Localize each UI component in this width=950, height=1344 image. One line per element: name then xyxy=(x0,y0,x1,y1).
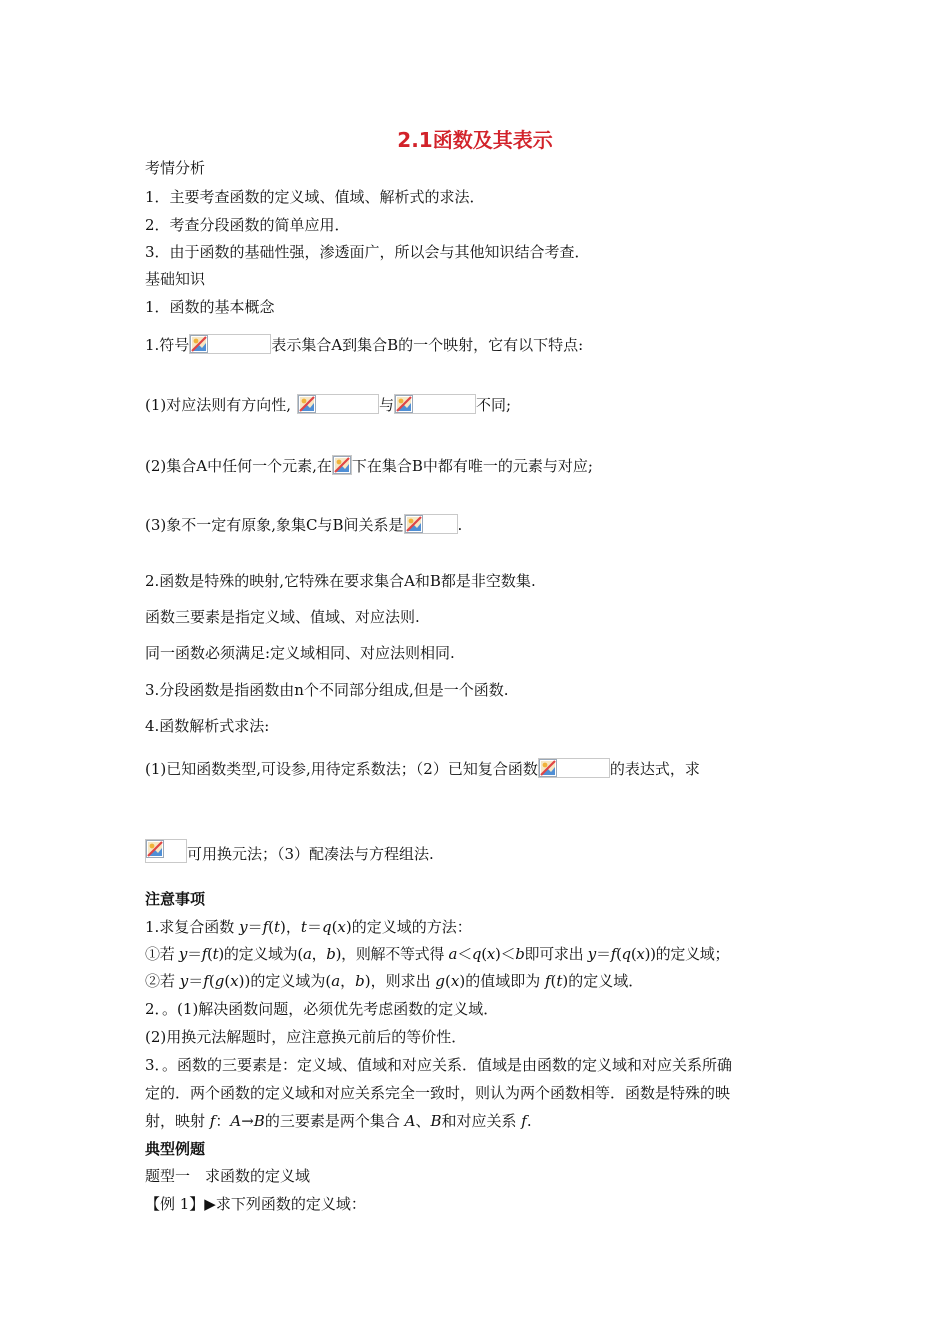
paragraph xyxy=(145,455,593,476)
paragraph: 2.函数是特殊的映射,它特殊在要求集合A和B都是非空数集. xyxy=(145,572,536,590)
math-var: b xyxy=(326,945,336,963)
math-var: a xyxy=(448,945,458,963)
text: 和对应关系 xyxy=(441,1112,522,1130)
math-var: x xyxy=(230,972,239,990)
text: )的值域即为 xyxy=(459,972,545,990)
math-var: t xyxy=(300,918,307,936)
math-var: x xyxy=(450,972,460,990)
math-var: y xyxy=(239,918,248,936)
text: ②若 xyxy=(145,972,180,990)
math-var: q xyxy=(621,945,631,963)
text: ( xyxy=(550,972,557,990)
math-var: g xyxy=(214,972,225,990)
math-var: y xyxy=(178,945,188,963)
text: ))的定义域为( xyxy=(238,972,332,990)
text: ( xyxy=(207,945,213,963)
text: ＝ xyxy=(306,918,322,936)
text: ( xyxy=(615,945,622,963)
math-var: A xyxy=(404,1112,416,1130)
text: 的三要素是两个集合 xyxy=(264,1112,405,1130)
paragraph: 4.函数解析式求法: xyxy=(145,717,270,735)
text: ， xyxy=(340,972,356,990)
math-var: b xyxy=(515,945,525,963)
text: ( xyxy=(224,972,231,990)
paragraph xyxy=(145,917,472,937)
text: 不同; xyxy=(476,396,512,414)
paragraph: 函数三要素是指定义域、值域、对应法则. xyxy=(145,608,420,626)
paragraph xyxy=(145,758,700,779)
math-var: t xyxy=(274,918,281,936)
text: 即可求出 xyxy=(524,945,588,963)
paragraph: 同一函数必须满足:定义域相同、对应法则相同. xyxy=(145,644,455,662)
text: 与 xyxy=(379,396,395,414)
page-title: 2.1函数及其表示 xyxy=(397,128,553,152)
broken-image-icon xyxy=(395,395,413,413)
text: ＝ xyxy=(595,945,611,963)
text: )的定义域为( xyxy=(218,945,303,963)
text: (1)对应法则有方向性, xyxy=(145,396,292,414)
paragraph xyxy=(145,944,729,964)
math-var: f xyxy=(544,972,551,990)
broken-image-icon xyxy=(190,335,208,353)
math-var: x xyxy=(636,945,645,963)
math-var: f xyxy=(201,945,208,963)
text: . xyxy=(526,1112,532,1130)
text: ( xyxy=(268,918,275,936)
arrow: → xyxy=(241,1112,254,1130)
paragraph xyxy=(145,1111,532,1131)
text: )＜ xyxy=(494,945,516,963)
text: ( xyxy=(331,918,338,936)
paragraph: (2)用换元法解题时，应注意换元前后的等价性． xyxy=(145,1028,467,1046)
math-var: t xyxy=(556,972,563,990)
paragraph: 1．函数的基本概念 xyxy=(145,298,275,316)
formula-image xyxy=(394,394,476,414)
math-var: y xyxy=(179,972,189,990)
paragraph xyxy=(145,971,643,991)
math-var: a xyxy=(302,945,312,963)
math-var: f xyxy=(209,1112,216,1130)
formula-image xyxy=(332,455,352,475)
section-heading-examples: 典型例题 xyxy=(145,1140,206,1158)
paragraph: 3.分段函数是指函数由n个不同部分组成,但是一个函数. xyxy=(145,681,509,699)
paragraph xyxy=(145,839,434,864)
broken-image-icon xyxy=(539,759,557,777)
text: ( xyxy=(445,972,451,990)
math-var: a xyxy=(331,972,341,990)
text: ＝ xyxy=(187,945,202,963)
section-heading-analysis: 考情分析 xyxy=(145,159,206,177)
formula-image xyxy=(145,839,187,863)
broken-image-icon xyxy=(405,515,423,533)
text: . xyxy=(457,516,463,534)
formula-image xyxy=(189,334,271,354)
math-var: q xyxy=(321,918,332,936)
text: ： xyxy=(215,1112,231,1130)
paragraph: 2．。(1)解决函数问题，必须优先考虑函数的定义域． xyxy=(145,1000,499,1018)
text: ＜ xyxy=(457,945,472,963)
math-var: B xyxy=(430,1112,442,1130)
text: ( xyxy=(208,972,215,990)
text: 的表达式，求 xyxy=(609,760,700,778)
text: ①若 xyxy=(145,945,179,963)
text: (2)集合A中任何一个元素,在 xyxy=(145,457,332,475)
text: 射，映射 xyxy=(145,1112,210,1130)
paragraph xyxy=(145,394,511,415)
math-var: t xyxy=(212,945,219,963)
text: )的定义域． xyxy=(562,972,644,990)
paragraph: 定的．两个函数的定义域和对应关系完全一致时，则认为两个函数相等．函数是特殊的映 xyxy=(145,1084,731,1102)
paragraph: 3．由于函数的基础性强，渗透面广，所以会与其他知识结合考查． xyxy=(145,243,590,261)
text: )，则求出 xyxy=(364,972,436,990)
paragraph: 题型一 求函数的定义域 xyxy=(145,1167,311,1185)
broken-image-icon xyxy=(146,840,164,858)
text: 下在集合B中都有唯一的元素与对应; xyxy=(351,457,593,475)
text: 表示集合A到集合B的一个映射，它有以下特点: xyxy=(271,336,584,354)
broken-image-icon xyxy=(333,456,351,474)
text: ( xyxy=(481,945,487,963)
math-var: f xyxy=(521,1112,527,1130)
text: ＝ xyxy=(188,972,204,990)
paragraph: 3．。函数的三要素是：定义域、值域和对应关系．值域是由函数的定义域和对应关系所确 xyxy=(145,1056,733,1074)
text: 、 xyxy=(415,1112,431,1130)
paragraph xyxy=(145,334,583,355)
math-var: A xyxy=(230,1112,242,1130)
text: ＝ xyxy=(247,918,263,936)
text: 可用换元法；（3）配凑法与方程组法. xyxy=(187,845,434,863)
text: 1.求复合函数 xyxy=(145,918,240,936)
math-var: g xyxy=(435,972,446,990)
section-heading-notes: 注意事项 xyxy=(145,890,206,908)
paragraph: 【例 1】▶求下列函数的定义域： xyxy=(145,1195,366,1213)
paragraph: 1．主要考查函数的定义域、值域、解析式的求法． xyxy=(145,188,485,206)
formula-image xyxy=(404,514,458,534)
text: 1.符号 xyxy=(145,336,190,354)
text: )的定义域的方法： xyxy=(345,918,472,936)
math-var: y xyxy=(587,945,596,963)
math-var: f xyxy=(610,945,616,963)
math-var: x xyxy=(337,918,346,936)
text: ))的定义域； xyxy=(644,945,730,963)
section-heading-basics: 基础知识 xyxy=(145,270,206,288)
math-var: q xyxy=(471,945,482,963)
formula-image xyxy=(297,394,379,414)
text: )， xyxy=(280,918,301,936)
paragraph: 2．考查分段函数的简单应用． xyxy=(145,216,350,234)
text: (1)已知函数类型,可设参,用待定系数法；（2）已知复合函数 xyxy=(145,760,538,778)
text: (3)象不一定有原象,象集C与B间关系是 xyxy=(145,516,404,534)
formula-image xyxy=(538,758,610,778)
broken-image-icon xyxy=(298,395,316,413)
math-var: f xyxy=(262,918,269,936)
text: ( xyxy=(630,945,637,963)
math-var: f xyxy=(203,972,209,990)
math-var: B xyxy=(253,1112,265,1130)
math-var: b xyxy=(355,972,365,990)
text: ， xyxy=(311,945,327,963)
math-var: x xyxy=(486,945,495,963)
paragraph xyxy=(145,514,462,535)
text: )，则解不等式得 xyxy=(335,945,449,963)
